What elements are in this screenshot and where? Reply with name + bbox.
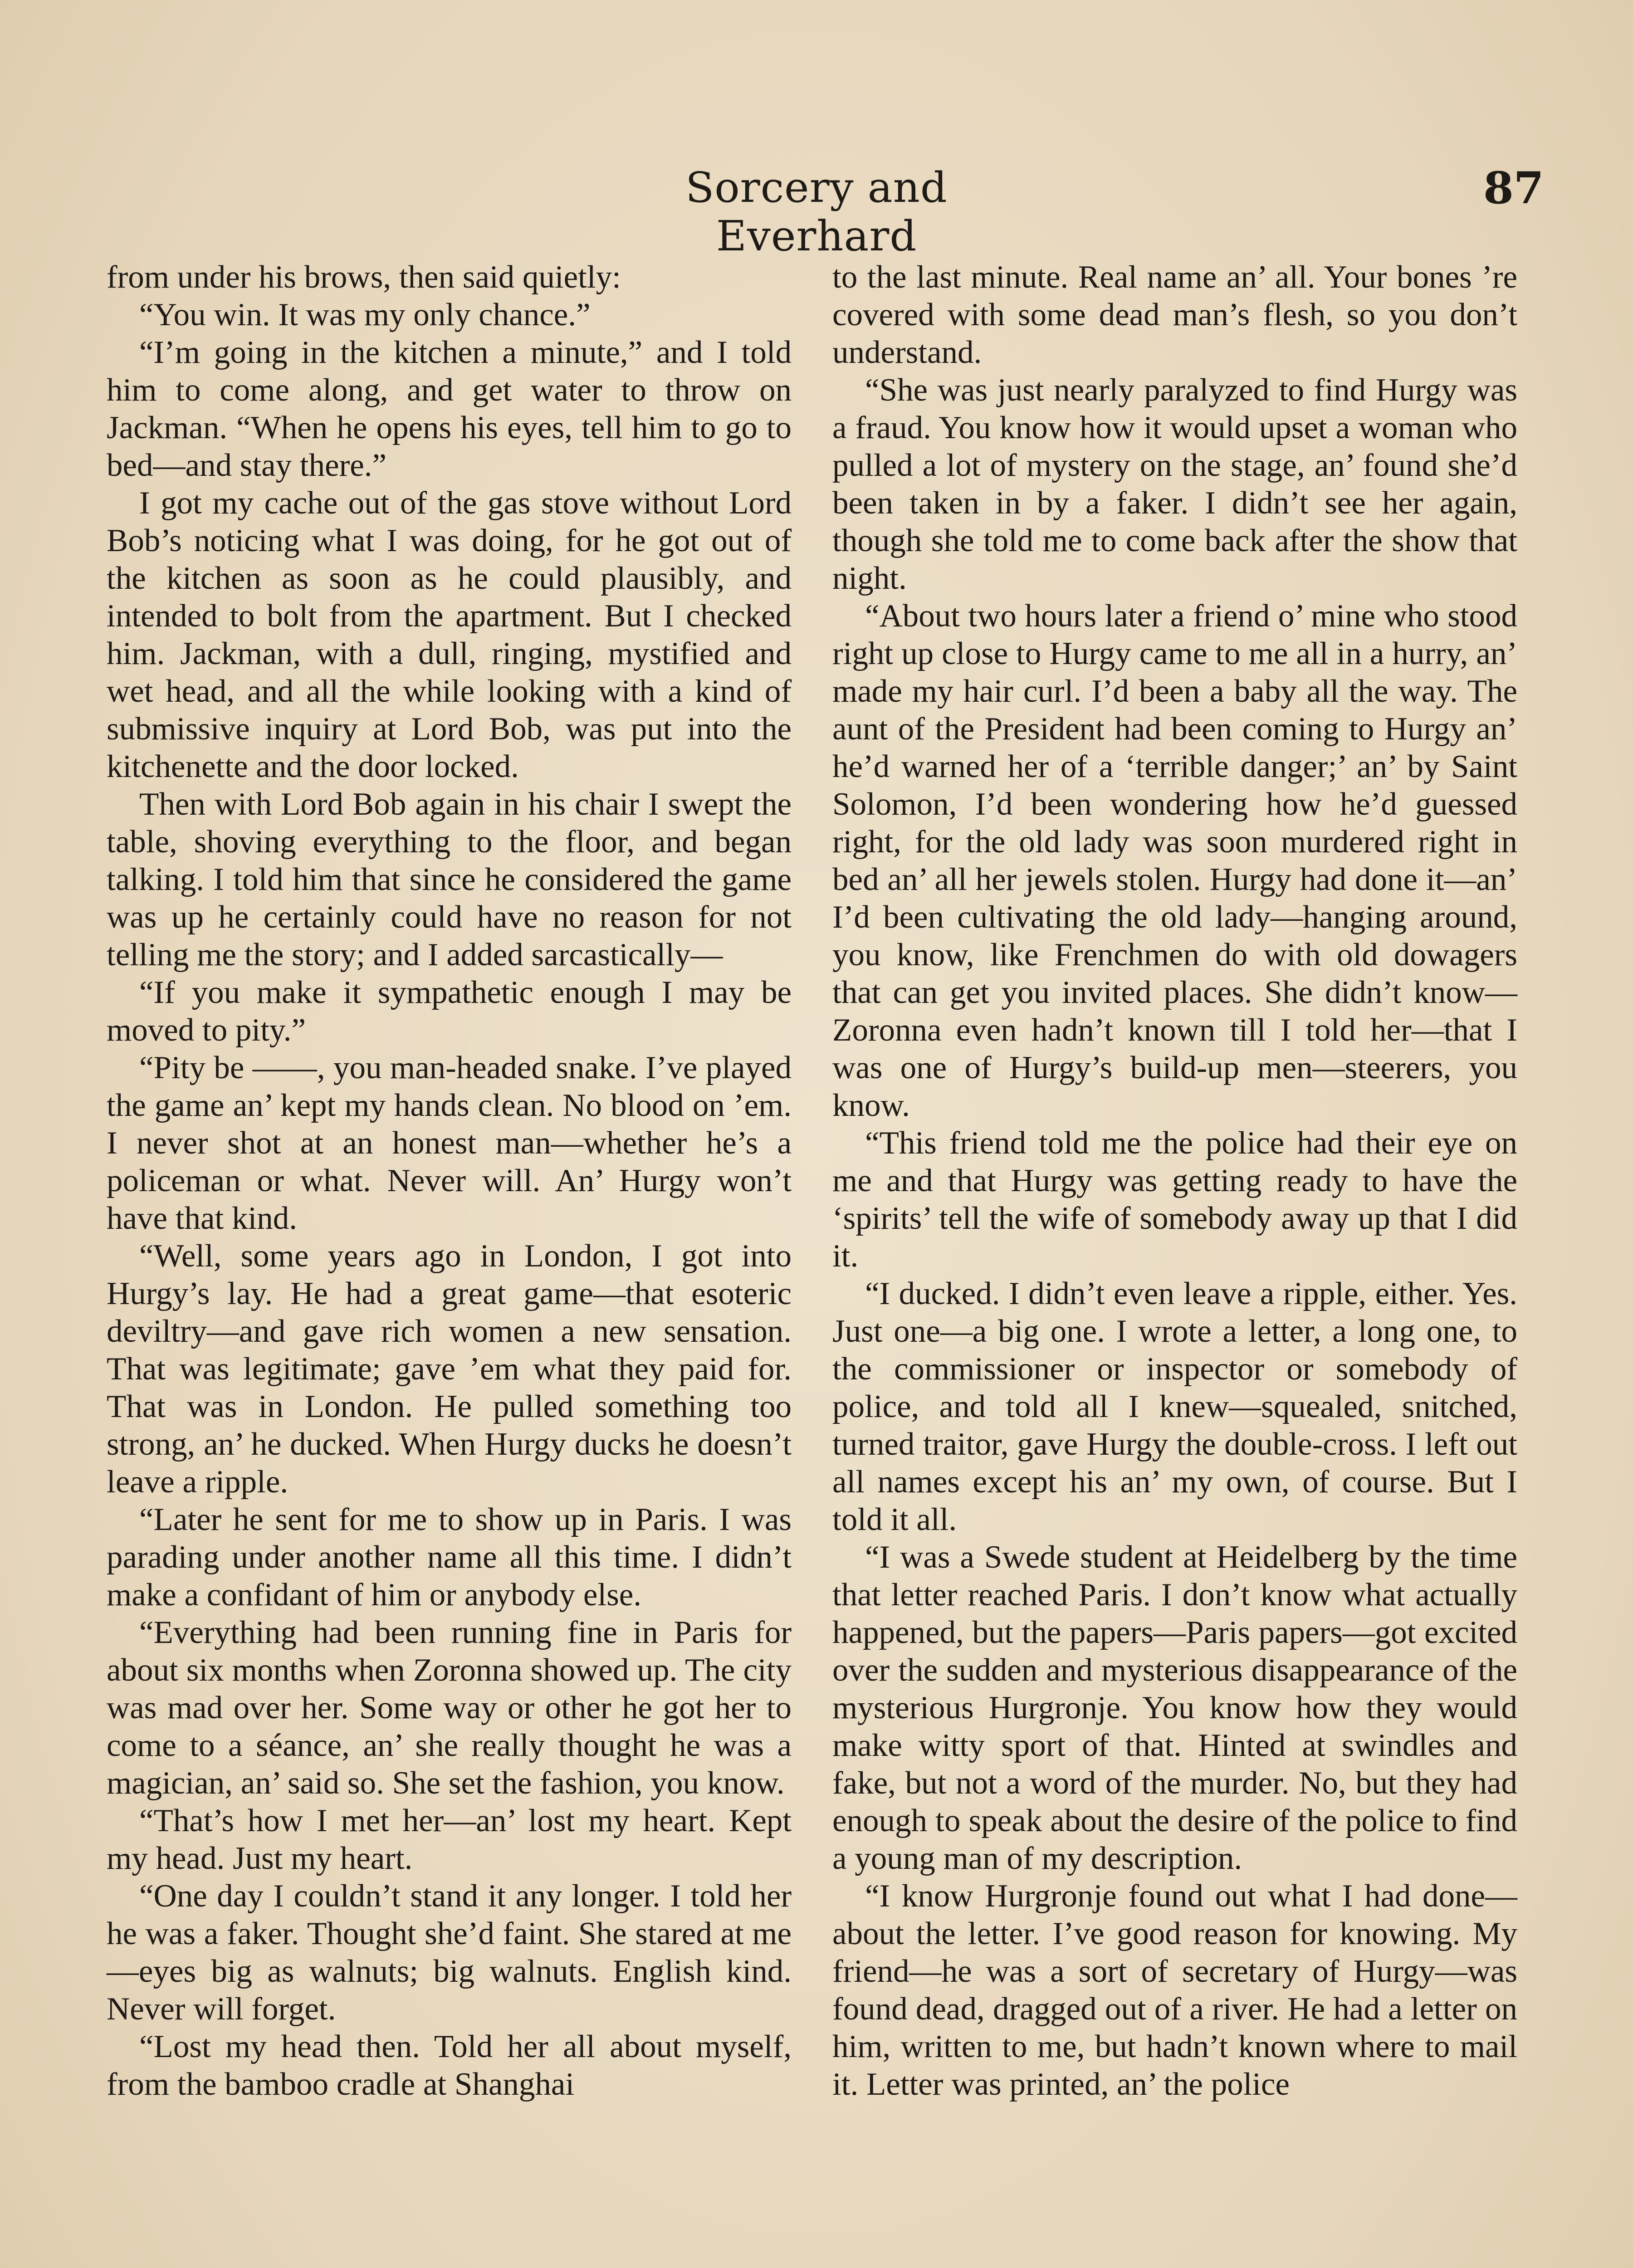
running-title: Sorcery and Everhard — [685, 163, 948, 260]
paragraph: “Later he sent for me to show up in Paris. I was parading under another name all this time. I didn’t make a confidant of him or anybody else. — [107, 1502, 792, 1613]
paragraph: from under his brows, then said quietly: — [107, 259, 621, 295]
paragraph: “I know Hurgronje found out what I had done—about the letter. I’ve good reason for knowing. My friend—he was a sort of secretary of Hurgy—was found dead, dragged out of a river. He had a letter on him, written to me, but hadn’t known where to mail it. Letter was printed, an’ the police — [832, 1878, 1517, 2102]
paragraph: “This friend told me the police had their eye on me and that Hurgy was getting ready to have the ‘spirits’ tell the wife of somebody away up that I did it. — [832, 1125, 1517, 1274]
paragraph: “Everything had been running fine in Paris for about six months when Zoronna showed up. The city was mad over her. Some way or other he got her to come to a séance, an’ she really thought he was a magician, an’ said so. She set the fashion, you know. — [107, 1615, 792, 1801]
paragraph: “I was a Swede student at Heidelberg by the time that letter reached Paris. I don’t know what actually happened, but the papers—Paris papers—got excited over the sudden and mysterious disappearance of the mysterious Hurgronje. You know how they would make witty sport of that. Hinted at swindles and fake, but not a word of the murder. No, but they had enough to speak about the desire of the police to find a young man of my description. — [832, 1540, 1517, 1876]
paragraph: “She was just nearly paralyzed to find Hurgy was a fraud. You know how it would upset a woman who pulled a lot of mystery on the stage, an’ found she’d been taken in by a faker. I didn’t see her again, though she told me to come back after the show that night. — [832, 372, 1517, 596]
paragraph: “About two hours later a friend o’ mine who stood right up close to Hurgy came to me all in a hurry, an’ made my hair curl. I’d been a baby all the way. The aunt of the President had been coming to Hurgy an’ he’d warned her of a ‘terrible danger;’ an’ by Saint Solomon, I’d been wondering how he’d guessed right, for the old lady was soon murdered right in bed an’ all her jewels stolen. Hurgy had done it—an’ I’d been cultivating the old lady—hanging around, you know, like Frenchmen do with old dowagers that can get you invited places. She didn’t know—Zoronna even hadn’t known till I told her—that I was one of Hurgy’s build-up men—steerers, you know. — [832, 598, 1517, 1123]
paragraph: “Lost my head then. Told her all about myself, from the bamboo cradle at Shanghai — [107, 2029, 792, 2102]
paragraph: “You win. It was my only chance.” — [139, 297, 591, 332]
paragraph: “I’m going in the kitchen a minute,” and I told him to come along, and get water to throw on Jackman. “When he opens his eyes, tell him to go to bed—and stay there.” — [107, 335, 792, 483]
paragraph: I got my cache out of the gas stove without Lord Bob’s noticing what I was doing, for he got out of the kitchen as soon as he could plausibly, and intended to bolt from the apartment. But I checked him. Jackman, with a dull, ringing, mystified and wet head, and all the while looking with a kind of submissive inquiry at Lord Bob, was put into the kitchenette and the door locked. — [107, 485, 792, 784]
paragraph: to the last minute. Real name an’ all. Your bones ’re covered with some dead man’s flesh, so you don’t understand. — [832, 259, 1517, 370]
left-column — [107, 259, 792, 2103]
paragraph: Then with Lord Bob again in his chair I swept the table, shoving everything to the floor, and began talking. I told him that since he considered the game was up he certainly could have no reason for not telling me the story; and I added sarcastically— — [107, 787, 792, 973]
paragraph: “Pity be ——, you man-headed snake. I’ve played the game an’ kept my hands clean. No blood on ’em. I never shot at an honest man—whether he’s a policeman or what. Never will. An’ Hurgy won’t have that kind. — [107, 1050, 792, 1236]
right-column — [832, 259, 1517, 2103]
paragraph: “I ducked. I didn’t even leave a ripple, either. Yes. Just one—a big one. I wrote a letter, a long one, to the commissioner or inspector or somebody of police, and told all I knew—squealed, snitched, turned traitor, gave Hurgy the double-cross. I left out all names except his an’ my own, of course. But I told it all. — [832, 1276, 1517, 1537]
paragraph: “One day I couldn’t stand it any longer. I told her he was a faker. Thought she’d faint. She stared at me—eyes big as walnuts; big walnuts. English kind. Never will forget. — [107, 1878, 792, 2027]
paragraph: “Well, some years ago in London, I got into Hurgy’s lay. He had a great game—that esoteric deviltry—and gave rich women a new sensation. That was legitimate; gave ’em what they paid for. That was in London. He pulled something too strong, an’ he ducked. When Hurgy ducks he doesn’t leave a ripple. — [107, 1238, 792, 1500]
page-number: 87 — [1483, 162, 1544, 214]
paragraph: “That’s how I met her—an’ lost my heart. Kept my head. Just my heart. — [107, 1803, 792, 1876]
paragraph: “If you make it sympathetic enough I may be moved to pity.” — [107, 975, 792, 1048]
